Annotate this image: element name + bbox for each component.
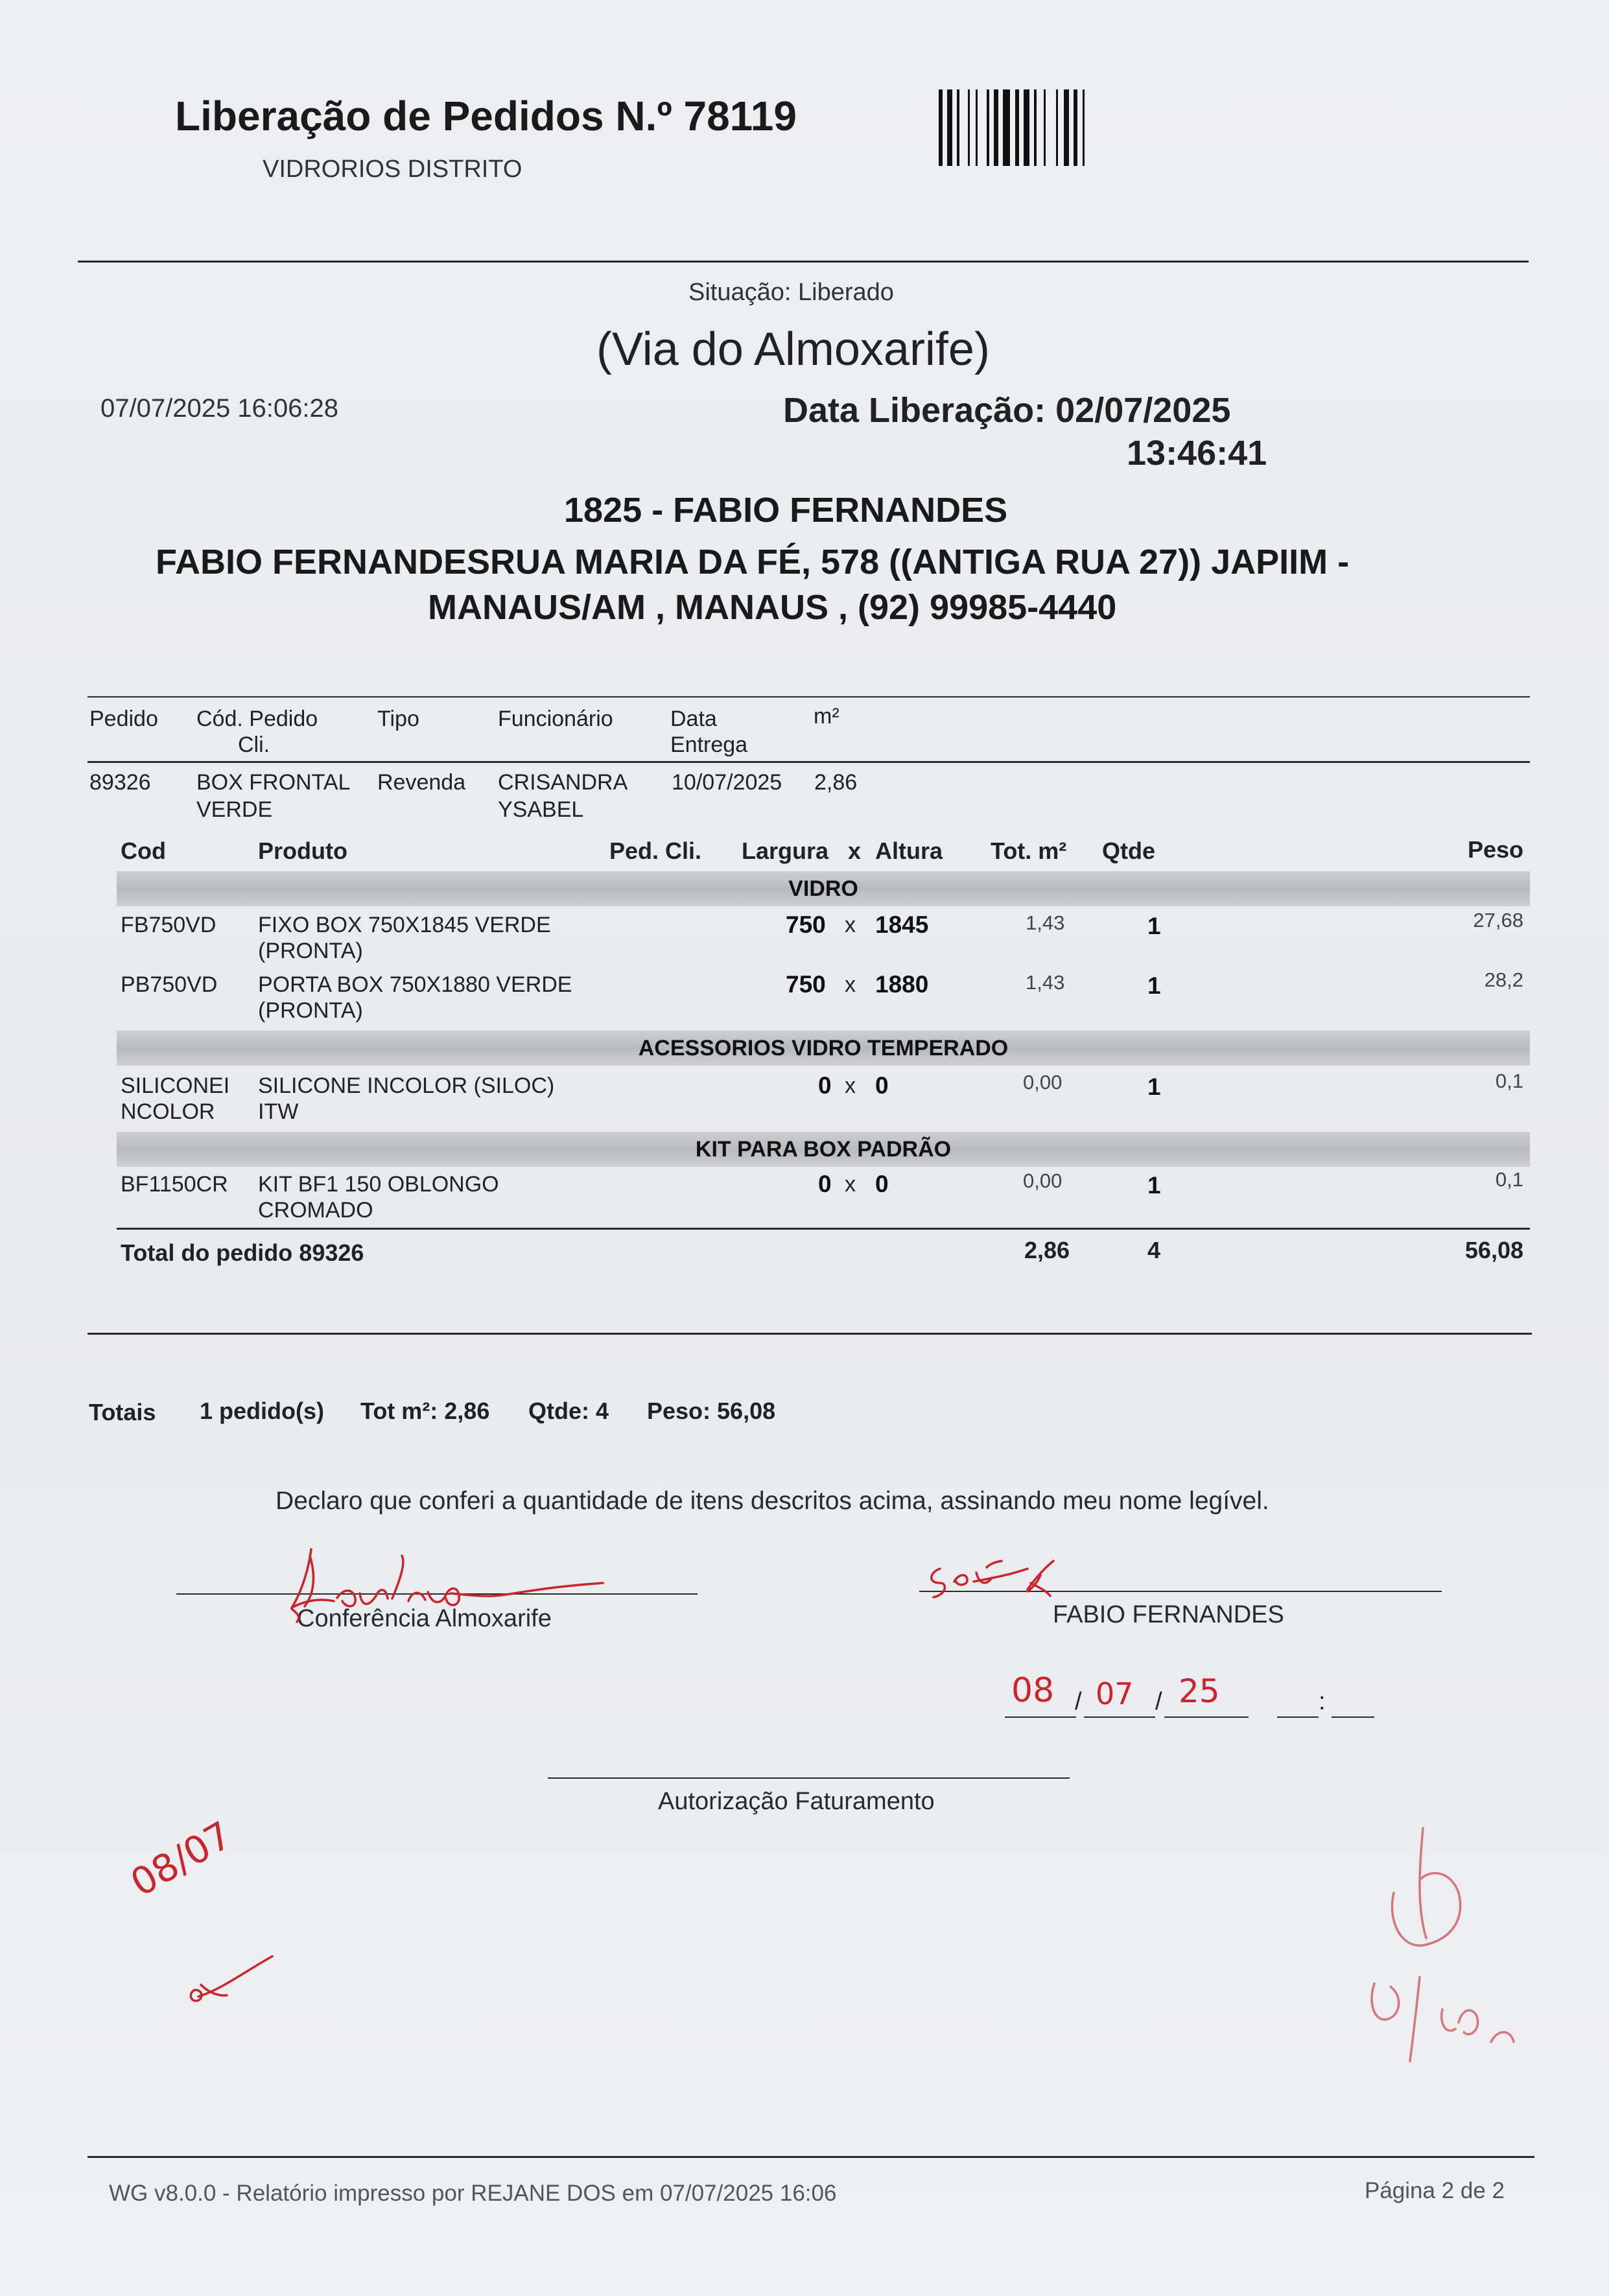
- barcode-bar: [976, 89, 978, 166]
- item-x: x: [845, 913, 856, 937]
- col-cod-pedido-cont: Cli.: [238, 732, 270, 757]
- handwritten-mark-right: [1303, 1815, 1549, 2126]
- item-produto: FIXO BOX 750X1845 VERDE: [258, 913, 551, 937]
- item-peso: 27,68: [1473, 909, 1523, 931]
- barcode-bar: [1044, 89, 1046, 166]
- release-time: 13:46:41: [1127, 434, 1267, 473]
- client-code-name: 1825 - FABIO FERNANDES: [564, 491, 1008, 530]
- print-datetime: 07/07/2025 16:06:28: [100, 394, 339, 423]
- barcode-bar: [968, 89, 970, 166]
- item-cod: SILICONEI: [121, 1073, 230, 1098]
- checkmark-icon: [182, 1945, 285, 2016]
- time-hour-line: [1277, 1716, 1319, 1718]
- declaration-text: Declaro que conferi a quantidade de itens descritos acima, assinando meu nome legível.: [276, 1487, 1269, 1515]
- footer-rule: [88, 2156, 1534, 2158]
- items-col-produto: Produto: [258, 838, 347, 864]
- barcode-bar: [939, 89, 943, 166]
- order-total-label: Total do pedido 89326: [121, 1239, 364, 1266]
- order-data-entrega: 10/07/2025: [672, 770, 782, 795]
- item-altura: 1880: [875, 971, 929, 998]
- totals-m2: Tot m²: 2,86: [360, 1398, 490, 1424]
- handwritten-date-left: 08/07: [123, 1812, 239, 1905]
- item-largura: 750: [786, 911, 826, 938]
- items-col-ped-cli: Ped. Cli.: [609, 838, 702, 864]
- order-pedido: 89326: [89, 770, 151, 795]
- items-col-cod: Cod: [121, 838, 166, 864]
- totals-label: Totais: [89, 1399, 156, 1425]
- item-tot-m2: 0,00: [1023, 1169, 1063, 1192]
- items-col-peso: Peso: [1467, 836, 1523, 863]
- items-col-qtde: Qtde: [1102, 838, 1156, 864]
- barcode-bar: [1056, 89, 1058, 166]
- copy-designation: (Via do Almoxarife): [596, 323, 990, 375]
- signature-label-client: FABIO FERNANDES: [1053, 1601, 1284, 1628]
- barcode-bar: [1024, 89, 1029, 166]
- order-funcionario: CRISANDRA: [498, 770, 628, 795]
- items-col-tot-m2: Tot. m²: [991, 838, 1067, 864]
- barcode-bar: [957, 89, 959, 166]
- item-produto: PORTA BOX 750X1880 VERDE: [258, 972, 572, 997]
- company-name: VIDRORIOS DISTRITO: [263, 156, 523, 183]
- item-qtde: 1: [1147, 972, 1161, 999]
- barcode-bar: [1015, 89, 1019, 166]
- item-qtde: 1: [1147, 913, 1161, 939]
- item-qtde: 1: [1147, 1172, 1161, 1199]
- item-produto: KIT BF1 150 OBLONGO: [258, 1172, 499, 1197]
- item-produto-cont: (PRONTA): [258, 998, 363, 1023]
- totals-pedidos: 1 pedido(s): [200, 1398, 325, 1424]
- time-separator: :: [1319, 1688, 1326, 1715]
- item-x: x: [845, 972, 856, 997]
- client-address-line2: MANAUS/AM , MANAUS , (92) 99985-4440: [428, 588, 1117, 627]
- col-m2: m²: [814, 704, 840, 729]
- item-peso: 0,1: [1495, 1070, 1523, 1092]
- item-altura: 0: [875, 1072, 889, 1099]
- group-label-vidro: VIDRO: [788, 876, 858, 901]
- status-text: Situação: Liberado: [688, 279, 894, 306]
- date-separator: /: [1075, 1688, 1082, 1715]
- order-table-header-rule: [88, 761, 1530, 763]
- document-title: Liberação de Pedidos N.º 78119: [175, 93, 797, 139]
- col-cod-pedido: Cód. Pedido: [196, 707, 318, 731]
- handwritten-date-month: 07: [1096, 1676, 1134, 1711]
- barcode-bar: [1064, 89, 1069, 166]
- header-divider: [78, 261, 1529, 263]
- signature-almoxarife: [272, 1536, 622, 1627]
- section-divider: [88, 1333, 1532, 1335]
- signature-label-almoxarife: Conferência Almoxarife: [297, 1605, 552, 1632]
- item-cod: FB750VD: [121, 913, 217, 937]
- item-cod: PB750VD: [121, 972, 218, 997]
- release-date: Data Liberação: 02/07/2025: [783, 391, 1231, 430]
- item-largura: 750: [786, 971, 826, 998]
- barcode-bar: [1034, 89, 1037, 166]
- item-produto-cont: ITW: [258, 1099, 299, 1124]
- client-address-line1: FABIO FERNANDESRUA MARIA DA FÉ, 578 ((ANTIGA RUA 27)) JAPIIM -: [156, 543, 1350, 581]
- barcode: [939, 89, 1197, 166]
- order-m2: 2,86: [814, 770, 858, 795]
- footer-report-info: WG v8.0.0 - Relatório impresso por REJANE DOS em 07/07/2025 16:06: [109, 2181, 837, 2206]
- col-funcionario: Funcionário: [498, 707, 613, 731]
- order-table-top-rule: [88, 696, 1530, 697]
- item-x: x: [845, 1172, 856, 1197]
- item-produto-cont: CROMADO: [258, 1198, 373, 1223]
- item-altura: 0: [875, 1171, 889, 1197]
- group-label-kit: KIT PARA BOX PADRÃO: [695, 1137, 952, 1162]
- date-day-line: [1005, 1716, 1076, 1718]
- signature-client: [914, 1543, 1147, 1614]
- col-data-cont: Entrega: [670, 732, 748, 757]
- totals-qtde: Qtde: 4: [528, 1398, 609, 1424]
- item-tot-m2: 0,00: [1023, 1071, 1063, 1094]
- barcode-bar: [1083, 89, 1085, 166]
- barcode-bar: [1074, 89, 1077, 166]
- col-data: Data: [670, 707, 717, 731]
- order-tipo: Revenda: [377, 770, 466, 795]
- col-tipo: Tipo: [377, 707, 419, 731]
- order-cod-pedido: BOX FRONTAL: [196, 770, 351, 795]
- order-total-rule: [117, 1228, 1530, 1230]
- totals-peso: Peso: 56,08: [647, 1398, 776, 1424]
- order-total-m2: 2,86: [1024, 1237, 1070, 1263]
- item-tot-m2: 1,43: [1026, 971, 1065, 994]
- barcode-bar: [947, 89, 952, 166]
- group-label-acessorios: ACESSORIOS VIDRO TEMPERADO: [638, 1036, 1009, 1060]
- item-peso: 28,2: [1484, 968, 1523, 991]
- order-total-peso: 56,08: [1464, 1237, 1523, 1263]
- date-month-line: [1084, 1716, 1155, 1718]
- item-x: x: [845, 1073, 856, 1098]
- authorization-label: Autorização Faturamento: [658, 1788, 935, 1815]
- barcode-bar: [987, 89, 989, 166]
- order-funcionario-cont: YSABEL: [498, 797, 584, 822]
- item-largura: 0: [818, 1072, 832, 1099]
- barcode-bar: [994, 89, 998, 166]
- item-largura: 0: [818, 1171, 832, 1197]
- item-cod: BF1150CR: [121, 1172, 228, 1197]
- date-separator: /: [1155, 1688, 1162, 1715]
- order-total-qtde: 4: [1147, 1237, 1161, 1263]
- order-cod-pedido-cont: VERDE: [196, 797, 273, 822]
- footer-page-number: Página 2 de 2: [1365, 2178, 1505, 2203]
- items-col-largura: Largura: [742, 838, 829, 864]
- item-altura: 1845: [875, 911, 929, 938]
- barcode-bar: [1003, 89, 1010, 166]
- handwritten-date-day: 08: [1011, 1671, 1055, 1710]
- date-year-line: [1164, 1716, 1249, 1718]
- time-minute-line: [1332, 1716, 1374, 1718]
- item-cod-cont: NCOLOR: [121, 1099, 215, 1124]
- col-pedido: Pedido: [89, 707, 158, 731]
- items-col-x: x: [848, 838, 862, 864]
- items-col-altura: Altura: [875, 838, 943, 864]
- item-peso: 0,1: [1495, 1168, 1523, 1191]
- item-produto: SILICONE INCOLOR (SILOC): [258, 1073, 555, 1098]
- item-qtde: 1: [1147, 1073, 1161, 1100]
- item-produto-cont: (PRONTA): [258, 939, 363, 963]
- authorization-line: [548, 1777, 1070, 1779]
- handwritten-date-year: 25: [1179, 1672, 1220, 1710]
- item-tot-m2: 1,43: [1026, 911, 1065, 934]
